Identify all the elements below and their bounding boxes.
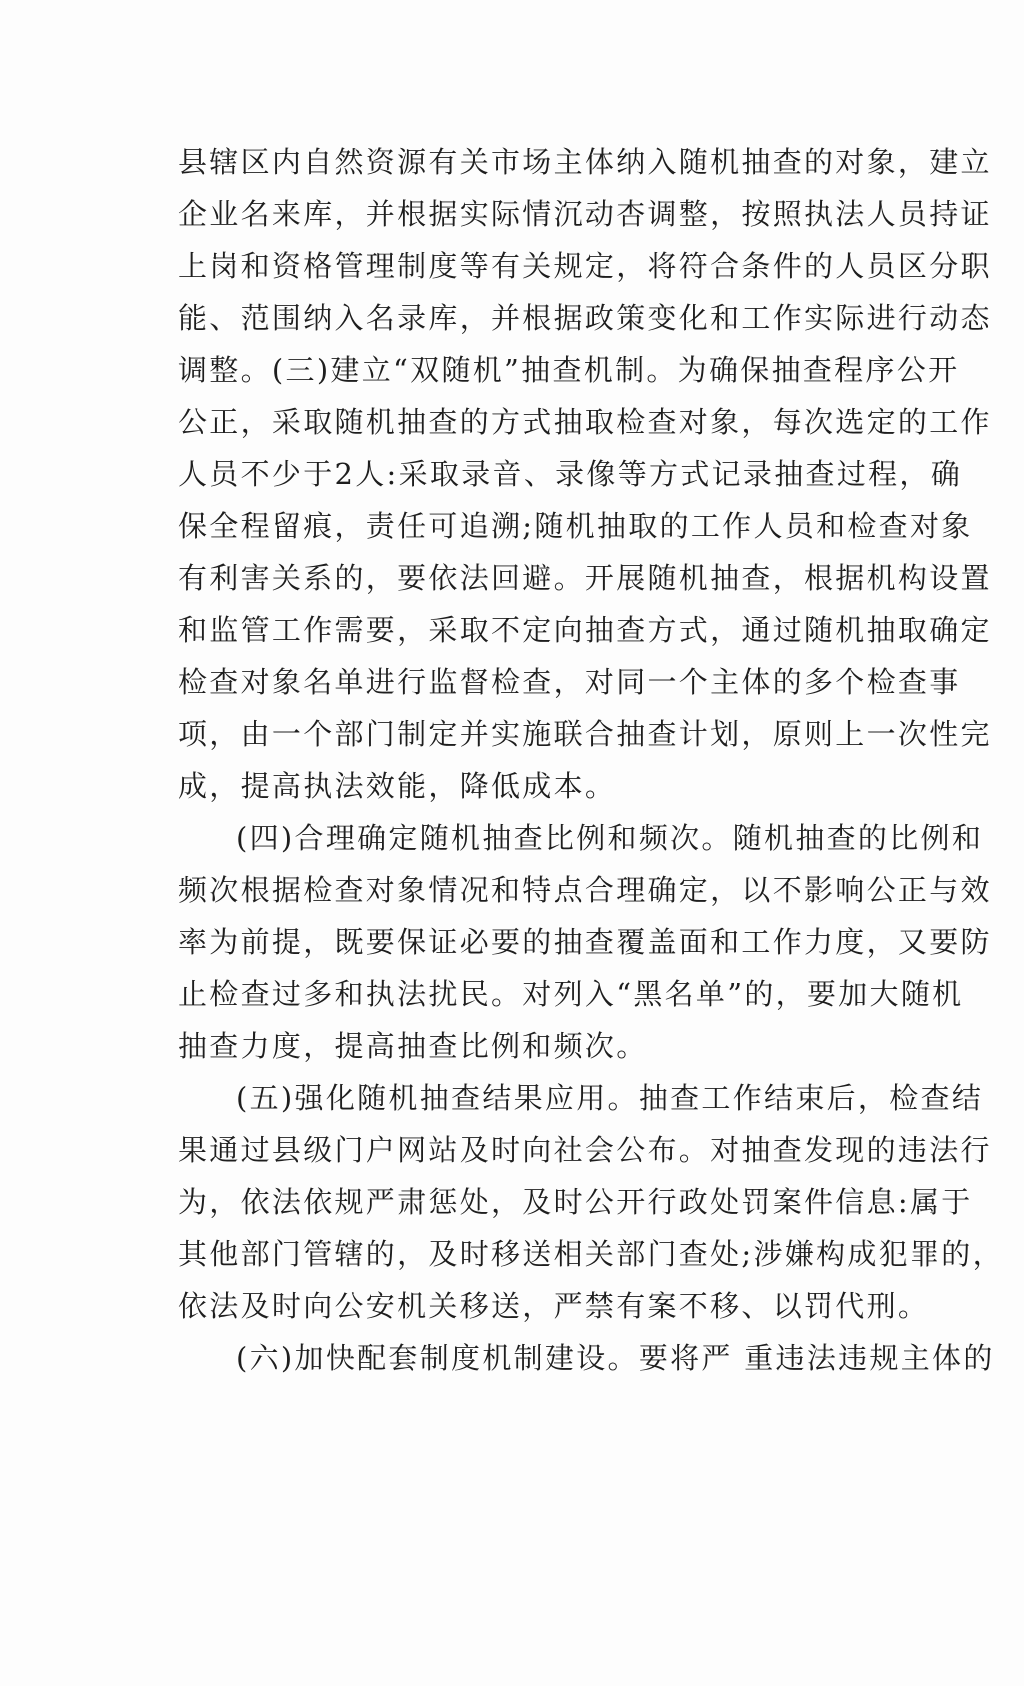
text-line-4: 能、范围纳入名录库，并根据政策变化和工作实际进行动态 [178, 301, 992, 335]
text-line-16: 率为前提，既要保证必要的抽查覆盖面和工作力度，又要防 [178, 925, 992, 959]
text-line-8: 保全程留痕，责任可追溯;随机抽取的工作人员和检查对象 [178, 509, 973, 543]
text-line-21: 为，依法依规严肃惩处，及时公开行政处罚案件信息:属于 [178, 1185, 973, 1219]
text-line-6: 公正，采取随机抽查的方式抽取检查对象，每次选定的工作 [178, 405, 992, 439]
text-line-23: 依法及时向公安机关移送，严禁有案不移、以罚代刑。 [178, 1289, 930, 1323]
text-line-12: 项，由一个部门制定并实施联合抽查计划，原则上一次性完 [178, 717, 992, 751]
paragraph-six-heading-line: (六)加快配套制度机制建设。要将严 重违法违规主体的 [236, 1341, 995, 1375]
paragraph-four-heading-line: (四)合理确定随机抽查比例和频次。随机抽查的比例和 [236, 821, 984, 855]
text-line-9: 有利害关系的，要依法回避。开展随机抽查，根据机构设置 [178, 561, 992, 595]
text-line-18: 抽查力度，提高抽查比例和频次。 [178, 1029, 648, 1063]
text-line-7: 人员不少于2人:采取录音、录像等方式记录抽查过程，确 [178, 457, 963, 491]
text-line-17: 止检查过多和执法扰民。对列入“黑名单”的，要加大随机 [178, 977, 964, 1011]
text-line-22: 其他部门管辖的，及时移送相关部门查处;涉嫌构成犯罪的， [178, 1237, 1004, 1271]
text-line-5: 调整。(三)建立“双随机”抽查机制。为确保抽查程序公开 [178, 353, 960, 387]
text-line-10: 和监管工作需要，采取不定向抽查方式，通过随机抽取确定 [178, 613, 992, 647]
text-line-11: 检查对象名单进行监督检查，对同一个主体的多个检查事 [178, 665, 961, 699]
text-line-15: 频次根据检查对象情况和特点合理确定，以不影响公正与效 [178, 873, 992, 907]
text-line-13: 成，提高执法效能，降低成本。 [178, 769, 617, 803]
text-line-3: 上岗和资格管理制度等有关规定，将符合条件的人员区分职 [178, 249, 992, 283]
text-line-1: 县辖区内自然资源有关市场主体纳入随机抽查的对象，建立 [178, 145, 992, 179]
text-line-2: 企业名来库，并根据实际情沉动杏调整，按照执法人员持证 [178, 197, 992, 231]
text-line-20: 果通过县级门户网站及时向社会公布。对抽查发现的违法行 [178, 1133, 992, 1167]
paragraph-five-heading-line: (五)强化随机抽查结果应用。抽查工作结束后，检查结 [236, 1081, 984, 1115]
